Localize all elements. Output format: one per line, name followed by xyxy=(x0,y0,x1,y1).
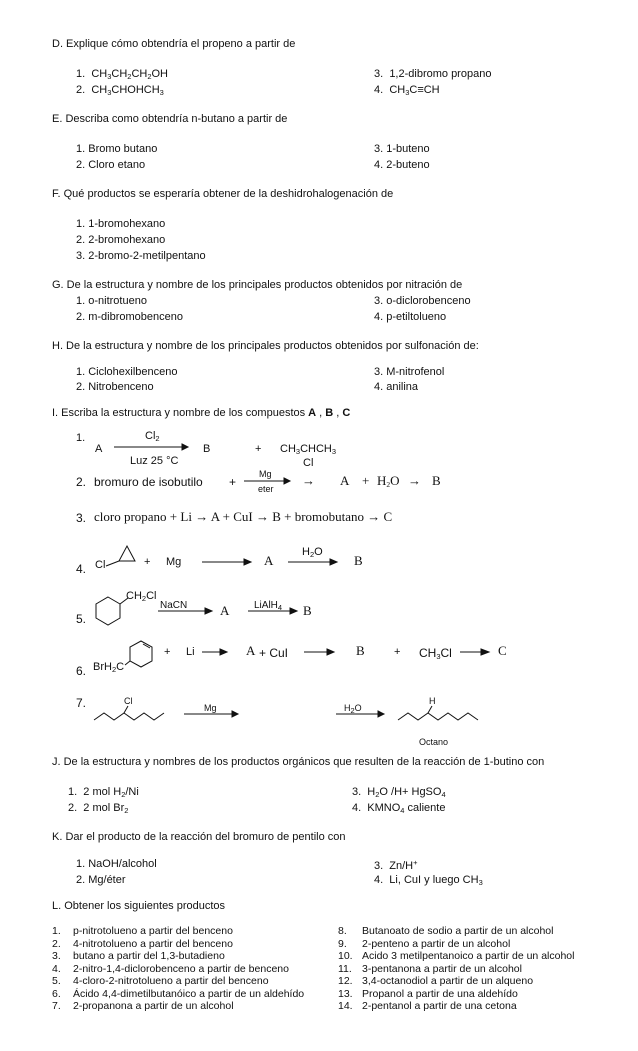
list-item: 4-nitrotolueno a partir del benceno xyxy=(73,937,233,950)
section-j-heading: J. De la estructura y nombres de los productos orgánicos que resulten de la reacción de 1-butino con xyxy=(52,756,545,768)
section-j-item-2: 2. 2 mol $Br_2$ xyxy=(68,802,129,815)
reagent-water: $H_2O$ xyxy=(302,546,323,559)
reaction-3-equation: cloro propano + Li → A + CuI → B + bromobutano → C xyxy=(94,509,393,524)
section-k-heading: K. Dar el producto de la reacción del bromuro de pentilo con xyxy=(52,831,346,843)
reactant-isobutyl-bromide: bromuro de isobutilo xyxy=(94,475,203,489)
list-item-number: 6. xyxy=(52,987,61,1000)
section-g-item-4: 4. p-etiltolueno xyxy=(374,311,447,323)
ch2cl-group: $CH_2Cl$ xyxy=(126,590,157,603)
section-g-heading: G. De la estructura y nombre de los principales productos obtenidos por nitración de xyxy=(52,279,463,291)
section-h-item-4: 4. anilina xyxy=(374,381,419,393)
reaction-arrow: → xyxy=(408,473,421,488)
section-g-item-2: 2. m-dibromobenceno xyxy=(76,311,184,323)
section-k-item-2: 2. Mg/éter xyxy=(76,874,126,886)
compound-c-label: C xyxy=(342,407,351,419)
list-item-number: 8. xyxy=(338,925,347,937)
reagent-lialh4: LiAlH$_4$ xyxy=(254,600,283,612)
reaction-1-number: 1. xyxy=(76,432,86,444)
section-f-item-3: 3. 2-bromo-2-metilpentano xyxy=(76,250,206,262)
section-h-heading: H. De la estructura y nombre de los principales productos obtenidos por sulfonación de: xyxy=(52,340,479,352)
heading-text: I. Escriba la estructura y nombre de los compuestos xyxy=(52,407,309,419)
reagent-cui: + CuI xyxy=(259,646,289,660)
reaction-arrow: → xyxy=(302,473,315,488)
reaction-5-number: 5. xyxy=(76,612,87,626)
compound-a: A xyxy=(220,603,230,618)
cyclohexane-ring xyxy=(96,597,120,625)
reaction-4-arrowhead-2 xyxy=(330,559,337,565)
section-l-heading: L. Obtener los siguientes productos xyxy=(52,900,226,912)
byproduct-formula: $CH_3CHCH_3$ xyxy=(280,443,337,456)
section-h-item-3: 3. M-nitrofenol xyxy=(374,366,445,378)
list-item: butano a partir del 1,3-butadieno xyxy=(73,950,225,962)
list-item-number: 9. xyxy=(338,937,347,950)
list-item: 3,4-octanodiol a partir de un alqueno xyxy=(362,975,534,987)
plus-sign: + xyxy=(255,443,262,455)
section-k-item-4: 4. Li, CuI y luego $CH_3$ xyxy=(374,874,483,887)
reaction-2-number: 2. xyxy=(76,475,87,489)
brh2c-group: BrH$_2$C xyxy=(93,661,125,674)
compound-b: B xyxy=(303,603,312,618)
cyclopropane-ring xyxy=(119,546,135,561)
chem-formula: $CH_3CH_2CH_2OH$ xyxy=(91,68,168,81)
section-g-item-3: 3. o-diclorobenceno xyxy=(374,295,471,307)
section-e-item-4: 4. 2-buteno xyxy=(374,159,430,171)
solvent-ether: eter xyxy=(258,484,274,494)
reagent-water: $H_2O$ xyxy=(344,703,362,715)
reagent-cl2: $Cl_2$ xyxy=(145,430,160,443)
compound-a: A xyxy=(340,473,350,488)
section-e-item-1: 1. Bromo butano xyxy=(76,143,158,155)
plus-sign: + xyxy=(229,475,237,489)
reaction-2-arrowhead xyxy=(284,478,290,484)
list-item: 2-propanona a partir de un alcohol xyxy=(73,1000,234,1012)
cl-bond xyxy=(106,561,119,566)
list-item-number: 1. xyxy=(52,925,61,937)
list-item: Propanol a partir de una aldehído xyxy=(362,987,518,1000)
compound-b-label: B xyxy=(325,407,334,419)
reaction-6-number: 6. xyxy=(76,664,87,678)
reaction-4-number: 4. xyxy=(76,562,87,576)
list-item-number: 11. xyxy=(338,962,352,975)
list-item: 3-pentanona a partir de un alcohol xyxy=(362,962,522,975)
separator: , xyxy=(333,407,343,419)
section-e-heading: E. Describa como obtendría n-butano a partir de xyxy=(52,113,288,125)
compound-b: B xyxy=(356,643,365,658)
section-j-item-4: 4. $KMNO_4$ caliente xyxy=(352,802,446,815)
product-b: B xyxy=(203,443,211,455)
reagent-nacn: NaCN xyxy=(160,600,188,611)
reagent-mg: Mg xyxy=(204,703,217,713)
compound-a: A xyxy=(246,643,256,658)
section-h-item-1: 1. Ciclohexilbenceno xyxy=(76,366,178,378)
plus-sign: + xyxy=(362,473,370,488)
section-d-heading: D. Explique cómo obtendría el propeno a partir de xyxy=(52,38,296,50)
section-f-heading: F. Qué productos se esperaría obtener de la deshidrohalogenación de xyxy=(52,188,394,200)
item-number: 1. xyxy=(76,68,86,80)
reaction-4-arrowhead-1 xyxy=(244,559,251,565)
list-item: 2-pentanol a partir de una cetona xyxy=(362,1000,517,1012)
reaction-5-arrowhead-1 xyxy=(205,608,212,614)
reaction-7-number: 7. xyxy=(76,696,87,710)
cl-label: Cl xyxy=(124,696,133,706)
list-item: 2-penteno a partir de un alcohol xyxy=(362,937,511,950)
list-item-number: 4. xyxy=(52,962,61,975)
list-item: Acido 3 metilpentanoico a partir de un alcohol xyxy=(362,950,575,962)
list-item-number: 10. xyxy=(338,950,353,962)
compound-a: A xyxy=(264,553,274,568)
compound-c: C xyxy=(498,643,507,658)
item-text: 1,2-dibromo propano xyxy=(389,68,492,80)
item-number: 2. xyxy=(76,84,86,96)
section-e-item-3: 3. 1-buteno xyxy=(374,143,430,155)
separator: , xyxy=(316,407,326,419)
section-f-item-2: 2. 2-bromohexano xyxy=(76,234,166,246)
compound-b: B xyxy=(432,473,441,488)
reaction-5-arrowhead-2 xyxy=(290,608,297,614)
h-bond xyxy=(428,706,432,713)
list-item: Ácido 4,4-dimetilbutanóico a partir de un aldehído xyxy=(73,987,305,1000)
list-item: 2-nitro-1,4-diclorobenceno a partir de benceno xyxy=(73,962,289,975)
section-e-item-2: 2. Cloro etano xyxy=(76,159,146,171)
reaction-7-arrowhead-1 xyxy=(232,711,238,717)
section-g-item-1: 1. o-nitrotueno xyxy=(76,295,147,307)
list-item: p-nitrotolueno a partir del benceno xyxy=(73,925,233,937)
chem-formula: $CH_3C\equiv CH$ xyxy=(389,84,440,97)
reaction-3-number: 3. xyxy=(76,511,87,525)
item-number: 3. xyxy=(374,68,384,80)
item-number: 4. xyxy=(374,84,384,96)
reaction-6-arrowhead-2 xyxy=(327,649,334,655)
section-k-item-1: 1. NaOH/alcohol xyxy=(76,858,157,870)
reaction-6-arrowhead-3 xyxy=(481,649,489,655)
compound-b: B xyxy=(354,553,363,568)
chloroalkane-skeleton xyxy=(94,713,164,720)
reaction-6-arrowhead-1 xyxy=(220,649,227,655)
list-item: 4-cloro-2-nitrotolueno a partir del benceno xyxy=(73,975,269,987)
reagent-li: Li xyxy=(186,646,195,658)
list-item-number: 13. xyxy=(338,987,353,1000)
compound-a-label: A xyxy=(308,407,317,419)
cl-label: Cl xyxy=(95,559,106,571)
condition-light: Luz 25 °C xyxy=(130,455,179,467)
list-item-number: 7. xyxy=(52,1000,61,1012)
ring-double-bond xyxy=(143,644,150,648)
section-j-item-1: 1. 2 mol $H_2/Ni$ xyxy=(68,786,139,799)
reactant-a: A xyxy=(95,443,103,455)
list-item: Butanoato de sodio a partir de un alcohol xyxy=(362,925,554,937)
cl-bond xyxy=(124,706,128,713)
plus-sign: + xyxy=(144,556,151,568)
reagent-mg: Mg xyxy=(259,469,272,479)
cl-label: Cl xyxy=(303,457,314,469)
section-j-item-3: 3. $H_2O$ /H+ HgSO$_4$ xyxy=(352,786,446,799)
reagent-mg: Mg xyxy=(166,556,182,568)
list-item-number: 2. xyxy=(52,937,61,950)
reaction-1-arrowhead xyxy=(182,444,188,450)
octane-skeleton xyxy=(398,713,478,720)
plus-sign: + xyxy=(164,646,171,658)
section-f-item-1: 1. 1-bromohexano xyxy=(76,218,166,230)
list-item-number: 5. xyxy=(52,975,61,987)
h-label: H xyxy=(429,696,436,706)
list-item-number: 14. xyxy=(338,1000,353,1012)
reagent-water: $H_2O$ xyxy=(377,473,400,489)
cyclohexene-ring xyxy=(130,641,152,667)
reaction-7-arrowhead-2 xyxy=(378,711,384,717)
brh2c-bond xyxy=(125,661,130,665)
chem-formula: $CH_3CHOHCH_3$ xyxy=(91,84,164,97)
section-h-item-2: 2. Nitrobenceno xyxy=(76,381,154,393)
reagent-ch3cl: $CH_3Cl$ xyxy=(419,646,452,661)
list-item-number: 3. xyxy=(52,950,61,962)
octane-label: Octano xyxy=(419,737,449,747)
list-item-number: 12. xyxy=(338,975,353,987)
section-k-item-3: 3. Zn/H+ xyxy=(374,858,418,872)
plus-sign: + xyxy=(394,646,401,658)
